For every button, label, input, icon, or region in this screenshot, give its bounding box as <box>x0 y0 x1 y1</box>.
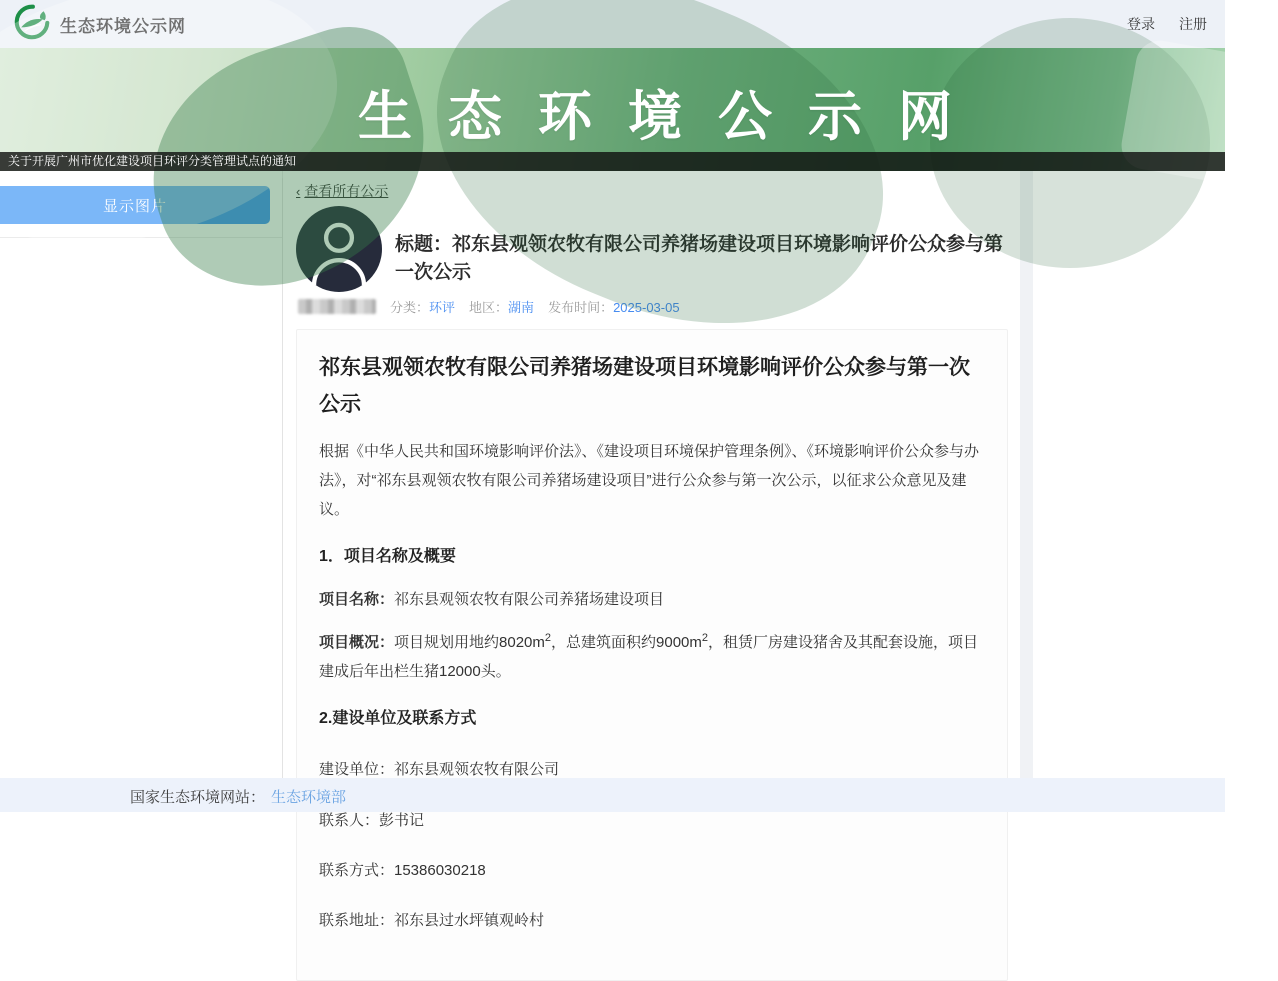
meta-publish-label: 发布时间： <box>548 300 614 315</box>
overview-text: 项目规划用地约8020m <box>394 633 545 651</box>
post-title: 标题：祁东县观领农牧有限公司养猪场建设项目环境影响评价公众参与第一次公示 <box>395 234 1004 283</box>
project-name-value: 祁东县观领农牧有限公司养猪场建设项目 <box>394 591 665 609</box>
login-link[interactable]: 登录 <box>1127 16 1155 32</box>
contact-phone-line: 联系方式：15386030218 <box>319 861 486 879</box>
brand-title: 生态环境公示网 <box>60 16 186 36</box>
censored-username <box>298 299 376 314</box>
footer-label: 国家生态环境网站： <box>130 789 266 806</box>
overview-text: ，租赁厂房建设猪舍及其配套设施，项目建成后年出栏生猪12000头。 <box>319 633 979 680</box>
notice-marquee-text: 关于开展广州市优化建设项目环评分类管理试点的通知 <box>8 154 297 168</box>
meta-category-label: 分类： <box>390 300 430 315</box>
article-card <box>296 329 1008 981</box>
chevron-left-icon: ‹ <box>296 183 301 199</box>
hero-banner <box>0 48 1225 171</box>
project-name-label: 项目名称： <box>319 591 395 609</box>
project-overview-line <box>319 628 985 687</box>
show-image-button[interactable]: 显示图片 <box>0 186 270 224</box>
meta-category <box>390 297 455 316</box>
publish-date: 2025-03-05 <box>613 300 680 315</box>
back-link-label: 查看所有公示 <box>304 183 389 199</box>
article-intro: 根据《中华人民共和国环境影响评价法》、《建设项目环境保护管理条例》、《环境影响评价公众参与办法》，对“祁东县观领农牧有限公司养猪场建设项目”进行公众参与第一次公示，以征求公众意见及建议。 <box>319 442 980 518</box>
banner-title: 生态环境公示网 <box>358 87 988 147</box>
section2-heading: 2.建设单位及联系方式 <box>319 710 477 728</box>
overview-text: ，总建筑面积约9000m <box>551 633 702 651</box>
footer-moe-link[interactable]: 生态环境部 <box>271 789 347 806</box>
company-line: 建设单位：祁东县观领农牧有限公司 <box>319 761 560 779</box>
contact-address-line: 联系地址：祁东县过水坪镇观岭村 <box>319 912 545 930</box>
contact-person-line: 联系人：彭书记 <box>319 811 425 829</box>
article-heading: 祁东县观领农牧有限公司养猪场建设项目环境影响评价公众参与第一次公示 <box>319 356 970 416</box>
project-name-line <box>319 585 985 614</box>
register-link[interactable]: 注册 <box>1179 16 1207 32</box>
superscript: 2 <box>701 631 709 644</box>
region-link[interactable]: 湖南 <box>508 300 535 315</box>
section1-heading: 1．项目名称及概要 <box>319 548 456 566</box>
meta-region-label: 地区： <box>469 300 509 315</box>
project-overview-label: 项目概况： <box>319 633 395 651</box>
superscript: 2 <box>544 631 552 644</box>
category-link[interactable]: 环评 <box>429 300 456 315</box>
notice-marquee[interactable] <box>0 152 1225 171</box>
meta-region <box>469 297 534 316</box>
page-footer <box>0 778 1225 812</box>
auth-nav <box>1127 14 1207 34</box>
